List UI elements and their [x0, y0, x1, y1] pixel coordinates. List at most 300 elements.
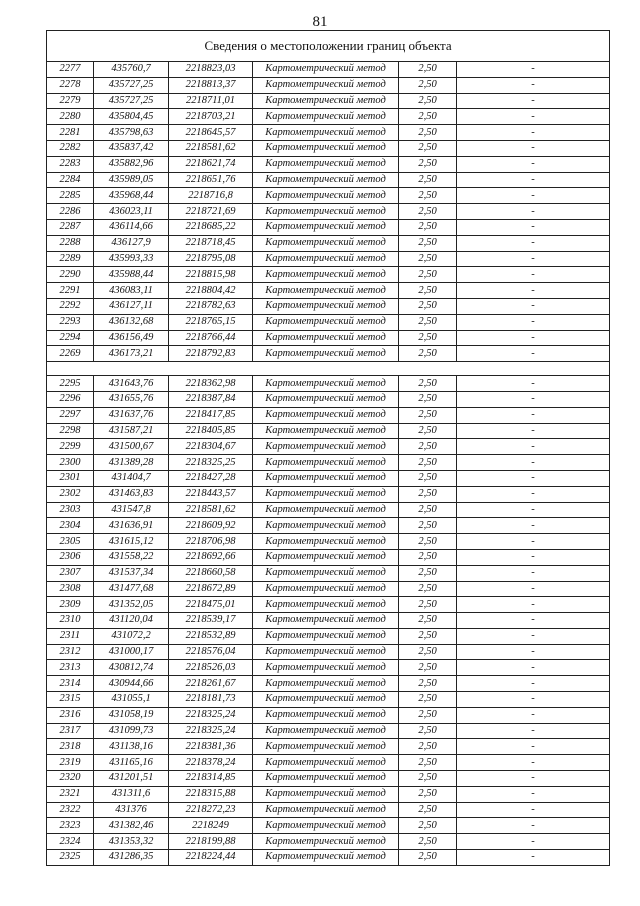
table-cell: 431055,1: [94, 692, 169, 708]
table-cell: 436173,21: [94, 346, 169, 362]
table-row: [47, 172, 610, 188]
table-cell: 2312: [47, 644, 94, 660]
table-cell: Картометрический метод: [253, 771, 399, 787]
table-row: [47, 109, 610, 125]
table-cell: Картометрический метод: [253, 423, 399, 439]
table-cell: 2,50: [399, 660, 457, 676]
group-separator-cell: [47, 362, 610, 376]
table-cell: 2218181,73: [169, 692, 253, 708]
table-cell: Картометрический метод: [253, 314, 399, 330]
table-cell: 2218261,67: [169, 676, 253, 692]
table-cell: Картометрический метод: [253, 470, 399, 486]
group-separator-row: [47, 362, 610, 376]
table-cell: -: [457, 376, 610, 392]
table-cell: 2218782,63: [169, 298, 253, 314]
table-row: [47, 676, 610, 692]
table-cell: -: [457, 565, 610, 581]
table-cell: 2218813,37: [169, 77, 253, 93]
table-cell: 2307: [47, 565, 94, 581]
table-cell: Картометрический метод: [253, 549, 399, 565]
table-cell: Картометрический метод: [253, 850, 399, 866]
table-cell: -: [457, 818, 610, 834]
table-cell: 2,50: [399, 834, 457, 850]
table-cell: -: [457, 283, 610, 299]
table-cell: 2278: [47, 77, 94, 93]
table-row: [47, 470, 610, 486]
table-cell: -: [457, 502, 610, 518]
table-cell: 2218378,24: [169, 755, 253, 771]
table-cell: 2,50: [399, 676, 457, 692]
table-cell: Картометрический метод: [253, 439, 399, 455]
table-cell: 2,50: [399, 613, 457, 629]
table-cell: 2316: [47, 707, 94, 723]
table-cell: 2218539,17: [169, 613, 253, 629]
table-cell: 2291: [47, 283, 94, 299]
table-row: [47, 692, 610, 708]
table-cell: 430812,74: [94, 660, 169, 676]
table-row: [47, 156, 610, 172]
table-cell: -: [457, 692, 610, 708]
table-cell: 2218325,24: [169, 723, 253, 739]
table-cell: -: [457, 455, 610, 471]
table-cell: 431537,34: [94, 565, 169, 581]
table-row: [47, 314, 610, 330]
table-cell: 2218427,28: [169, 470, 253, 486]
table-row: [47, 407, 610, 423]
table-cell: 435804,45: [94, 109, 169, 125]
table-cell: 2,50: [399, 62, 457, 78]
table-cell: 2,50: [399, 219, 457, 235]
table-cell: Картометрический метод: [253, 188, 399, 204]
table-row: [47, 565, 610, 581]
table-cell: 2,50: [399, 109, 457, 125]
table-row: [47, 376, 610, 392]
table-cell: Картометрический метод: [253, 251, 399, 267]
table-cell: 2218718,45: [169, 235, 253, 251]
table-cell: Картометрический метод: [253, 786, 399, 802]
table-row: [47, 125, 610, 141]
table-cell: Картометрический метод: [253, 534, 399, 550]
table-cell: 2,50: [399, 156, 457, 172]
table-row: [47, 786, 610, 802]
table-cell: 2218224,44: [169, 850, 253, 866]
table-cell: 2321: [47, 786, 94, 802]
table-cell: 2317: [47, 723, 94, 739]
table-cell: -: [457, 93, 610, 109]
table-cell: -: [457, 125, 610, 141]
table-row: [47, 62, 610, 78]
table-cell: 431389,28: [94, 455, 169, 471]
table-row: [47, 455, 610, 471]
table-cell: 2,50: [399, 486, 457, 502]
boundary-coordinates-table: [46, 30, 610, 866]
table-cell: 431404,7: [94, 470, 169, 486]
table-cell: Картометрический метод: [253, 676, 399, 692]
table-cell: 2288: [47, 235, 94, 251]
table-cell: 431382,46: [94, 818, 169, 834]
table-row: [47, 644, 610, 660]
table-cell: 430944,66: [94, 676, 169, 692]
table-cell: 431099,73: [94, 723, 169, 739]
table-cell: 2218711,01: [169, 93, 253, 109]
table-cell: 2282: [47, 140, 94, 156]
table-cell: 2322: [47, 802, 94, 818]
table-cell: 2,50: [399, 77, 457, 93]
table-cell: 435993,33: [94, 251, 169, 267]
table-cell: 2,50: [399, 376, 457, 392]
table-cell: 2,50: [399, 771, 457, 787]
table-cell: 2303: [47, 502, 94, 518]
table-cell: -: [457, 660, 610, 676]
table-cell: 2218304,67: [169, 439, 253, 455]
table-cell: 2311: [47, 628, 94, 644]
table-cell: 2310: [47, 613, 94, 629]
table-cell: 431477,68: [94, 581, 169, 597]
table-cell: 2,50: [399, 802, 457, 818]
table-cell: 2,50: [399, 549, 457, 565]
table-cell: Картометрический метод: [253, 125, 399, 141]
table-cell: Картометрический метод: [253, 502, 399, 518]
table-cell: 2218315,88: [169, 786, 253, 802]
table-cell: -: [457, 423, 610, 439]
table-cell: Картометрический метод: [253, 660, 399, 676]
table-cell: 2285: [47, 188, 94, 204]
table-cell: 2218823,03: [169, 62, 253, 78]
table-cell: 431120,04: [94, 613, 169, 629]
table-cell: 2324: [47, 834, 94, 850]
table-cell: Картометрический метод: [253, 140, 399, 156]
table-cell: 2,50: [399, 502, 457, 518]
table-cell: -: [457, 628, 610, 644]
table-cell: 2,50: [399, 93, 457, 109]
table-cell: Картометрический метод: [253, 628, 399, 644]
table-cell: Картометрический метод: [253, 407, 399, 423]
table-cell: -: [457, 581, 610, 597]
table-row: [47, 628, 610, 644]
table-cell: 2218405,85: [169, 423, 253, 439]
table-cell: 2,50: [399, 251, 457, 267]
table-cell: 2218765,15: [169, 314, 253, 330]
table-cell: -: [457, 346, 610, 362]
table-cell: 2,50: [399, 786, 457, 802]
table-cell: 2,50: [399, 581, 457, 597]
table-cell: 2,50: [399, 140, 457, 156]
table-cell: 435727,25: [94, 77, 169, 93]
table-cell: 2218706,98: [169, 534, 253, 550]
table-cell: 2,50: [399, 330, 457, 346]
table-cell: Картометрический метод: [253, 518, 399, 534]
table-cell: 2218199,88: [169, 834, 253, 850]
table-cell: -: [457, 407, 610, 423]
boundary-table-sheet: [46, 30, 609, 866]
table-cell: 2309: [47, 597, 94, 613]
table-cell: 435837,42: [94, 140, 169, 156]
table-row: [47, 502, 610, 518]
table-cell: 431587,21: [94, 423, 169, 439]
table-cell: 2297: [47, 407, 94, 423]
table-cell: 2319: [47, 755, 94, 771]
table-cell: 2,50: [399, 692, 457, 708]
table-cell: 431500,67: [94, 439, 169, 455]
table-cell: 2,50: [399, 565, 457, 581]
table-cell: 2218387,84: [169, 391, 253, 407]
table-cell: 2,50: [399, 850, 457, 866]
table-cell: -: [457, 251, 610, 267]
table-cell: 2305: [47, 534, 94, 550]
table-cell: 2295: [47, 376, 94, 392]
table-cell: 2302: [47, 486, 94, 502]
table-cell: 435882,96: [94, 156, 169, 172]
table-cell: Картометрический метод: [253, 597, 399, 613]
table-cell: Картометрический метод: [253, 283, 399, 299]
table-cell: 436114,66: [94, 219, 169, 235]
table-cell: 435968,44: [94, 188, 169, 204]
table-cell: 2218721,69: [169, 204, 253, 220]
table-cell: 2,50: [399, 818, 457, 834]
table-cell: 2306: [47, 549, 94, 565]
table-cell: -: [457, 204, 610, 220]
table-cell: Картометрический метод: [253, 613, 399, 629]
table-cell: Картометрический метод: [253, 219, 399, 235]
table-row: [47, 439, 610, 455]
table-cell: 431636,91: [94, 518, 169, 534]
table-cell: 2,50: [399, 423, 457, 439]
table-cell: 431165,16: [94, 755, 169, 771]
table-cell: 2314: [47, 676, 94, 692]
table-cell: 2296: [47, 391, 94, 407]
table-cell: 2286: [47, 204, 94, 220]
table-cell: 2325: [47, 850, 94, 866]
table-cell: 2,50: [399, 470, 457, 486]
table-cell: Картометрический метод: [253, 346, 399, 362]
table-cell: 2,50: [399, 644, 457, 660]
table-cell: 436156,49: [94, 330, 169, 346]
table-cell: -: [457, 771, 610, 787]
table-cell: Картометрический метод: [253, 156, 399, 172]
table-cell: 2218443,57: [169, 486, 253, 502]
table-cell: -: [457, 786, 610, 802]
table-cell: 2218532,89: [169, 628, 253, 644]
table-cell: 2218576,04: [169, 644, 253, 660]
table-cell: 2218475,01: [169, 597, 253, 613]
table-row: [47, 771, 610, 787]
page-number: 81: [312, 14, 328, 30]
table-cell: 2,50: [399, 755, 457, 771]
table-row: [47, 818, 610, 834]
table-cell: 431201,51: [94, 771, 169, 787]
table-cell: -: [457, 140, 610, 156]
table-cell: 2,50: [399, 346, 457, 362]
table-cell: 2218692,66: [169, 549, 253, 565]
table-cell: 435727,25: [94, 93, 169, 109]
table-cell: 431558,22: [94, 549, 169, 565]
table-cell: Картометрический метод: [253, 802, 399, 818]
table-cell: 2218716,8: [169, 188, 253, 204]
table-cell: 2,50: [399, 298, 457, 314]
table-cell: 2218581,62: [169, 502, 253, 518]
table-cell: -: [457, 391, 610, 407]
table-cell: 431138,16: [94, 739, 169, 755]
table-cell: Картометрический метод: [253, 235, 399, 251]
table-cell: -: [457, 723, 610, 739]
table-cell: 2218660,58: [169, 565, 253, 581]
table-cell: Картометрический метод: [253, 77, 399, 93]
table-cell: 2218766,44: [169, 330, 253, 346]
table-cell: 2218672,89: [169, 581, 253, 597]
table-cell: 2298: [47, 423, 94, 439]
table-row: [47, 423, 610, 439]
table-cell: -: [457, 850, 610, 866]
table-cell: 431615,12: [94, 534, 169, 550]
table-cell: 2218272,23: [169, 802, 253, 818]
table-row: [47, 755, 610, 771]
table-cell: 2300: [47, 455, 94, 471]
table-cell: 435988,44: [94, 267, 169, 283]
table-cell: 2299: [47, 439, 94, 455]
table-cell: 2218645,57: [169, 125, 253, 141]
table-cell: -: [457, 470, 610, 486]
table-cell: -: [457, 235, 610, 251]
table-cell: 2,50: [399, 739, 457, 755]
table-row: [47, 204, 610, 220]
table-cell: 431547,8: [94, 502, 169, 518]
table-cell: 435798,63: [94, 125, 169, 141]
table-cell: 2,50: [399, 407, 457, 423]
table-row: [47, 707, 610, 723]
table-cell: 2,50: [399, 283, 457, 299]
table-cell: 2292: [47, 298, 94, 314]
table-cell: 2218815,98: [169, 267, 253, 283]
table-cell: 2218609,92: [169, 518, 253, 534]
table-cell: -: [457, 62, 610, 78]
table-cell: 2315: [47, 692, 94, 708]
table-cell: 2280: [47, 109, 94, 125]
table-cell: 2,50: [399, 314, 457, 330]
table-cell: 2279: [47, 93, 94, 109]
table-cell: 431353,32: [94, 834, 169, 850]
table-cell: Картометрический метод: [253, 391, 399, 407]
table-cell: 431655,76: [94, 391, 169, 407]
table-row: [47, 581, 610, 597]
table-cell: 2218381,36: [169, 739, 253, 755]
table-cell: -: [457, 676, 610, 692]
table-cell: 2,50: [399, 267, 457, 283]
table-cell: 431463,83: [94, 486, 169, 502]
table-row: [47, 486, 610, 502]
table-cell: 2,50: [399, 172, 457, 188]
table-row: [47, 235, 610, 251]
table-cell: Картометрический метод: [253, 455, 399, 471]
table-cell: 2293: [47, 314, 94, 330]
table-cell: 431376: [94, 802, 169, 818]
table-row: [47, 346, 610, 362]
table-row: [47, 597, 610, 613]
table-cell: -: [457, 707, 610, 723]
table-cell: Картометрический метод: [253, 581, 399, 597]
table-cell: Картометрический метод: [253, 565, 399, 581]
table-cell: -: [457, 109, 610, 125]
table-cell: Картометрический метод: [253, 692, 399, 708]
table-cell: 2269: [47, 346, 94, 362]
table-row: [47, 77, 610, 93]
table-cell: Картометрический метод: [253, 62, 399, 78]
table-cell: Картометрический метод: [253, 486, 399, 502]
table-cell: 2,50: [399, 597, 457, 613]
table-cell: -: [457, 314, 610, 330]
table-cell: 2,50: [399, 534, 457, 550]
table-cell: 431000,17: [94, 644, 169, 660]
table-cell: 2218325,25: [169, 455, 253, 471]
table-cell: 2218581,62: [169, 140, 253, 156]
table-row: [47, 549, 610, 565]
table-cell: -: [457, 156, 610, 172]
table-cell: 2294: [47, 330, 94, 346]
table-cell: 436127,9: [94, 235, 169, 251]
table-cell: 2318: [47, 739, 94, 755]
table-cell: 2218362,98: [169, 376, 253, 392]
table-cell: 431637,76: [94, 407, 169, 423]
table-cell: 2218417,85: [169, 407, 253, 423]
table-cell: -: [457, 644, 610, 660]
table-cell: 2,50: [399, 628, 457, 644]
table-cell: 2,50: [399, 125, 457, 141]
table-row: [47, 330, 610, 346]
table-cell: Картометрический метод: [253, 818, 399, 834]
table-cell: 2,50: [399, 723, 457, 739]
table-cell: -: [457, 172, 610, 188]
table-cell: Картометрический метод: [253, 376, 399, 392]
table-cell: -: [457, 267, 610, 283]
table-cell: 2,50: [399, 439, 457, 455]
table-cell: 436023,11: [94, 204, 169, 220]
table-cell: 2287: [47, 219, 94, 235]
table-cell: 2304: [47, 518, 94, 534]
table-cell: -: [457, 219, 610, 235]
table-row: [47, 267, 610, 283]
table-cell: 2,50: [399, 188, 457, 204]
table-cell: 2,50: [399, 518, 457, 534]
table-row: [47, 93, 610, 109]
table-row: [47, 802, 610, 818]
table-cell: 2218526,03: [169, 660, 253, 676]
table-cell: -: [457, 834, 610, 850]
table-cell: Картометрический метод: [253, 707, 399, 723]
table-cell: -: [457, 518, 610, 534]
table-cell: -: [457, 188, 610, 204]
table-cell: 436132,68: [94, 314, 169, 330]
table-cell: 2218685,22: [169, 219, 253, 235]
table-row: [47, 219, 610, 235]
table-cell: 2320: [47, 771, 94, 787]
table-cell: -: [457, 439, 610, 455]
table-cell: -: [457, 486, 610, 502]
table-row: [47, 140, 610, 156]
table-cell: 2284: [47, 172, 94, 188]
table-cell: -: [457, 613, 610, 629]
table-cell: 2301: [47, 470, 94, 486]
table-cell: 2218249: [169, 818, 253, 834]
table-cell: Картометрический метод: [253, 93, 399, 109]
table-cell: -: [457, 77, 610, 93]
table-cell: 2218651,76: [169, 172, 253, 188]
table-cell: 431311,6: [94, 786, 169, 802]
table-body: [47, 31, 610, 866]
table-row: [47, 660, 610, 676]
table-cell: -: [457, 298, 610, 314]
table-cell: Картометрический метод: [253, 834, 399, 850]
table-cell: Картометрический метод: [253, 267, 399, 283]
table-cell: -: [457, 549, 610, 565]
